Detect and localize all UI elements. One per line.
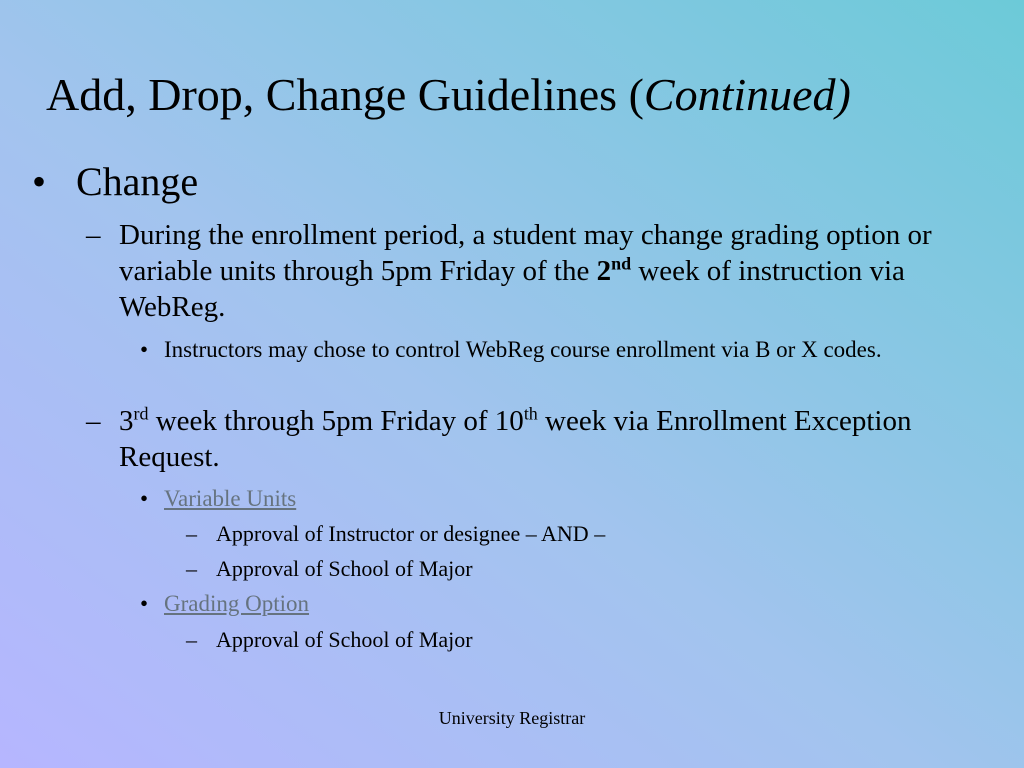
dash2-suffix1: rd	[133, 403, 149, 424]
bullet-change	[32, 158, 1002, 206]
dash-icon: –	[186, 521, 197, 546]
dash1-part1: During the enrollment period, a student may change grading option or variable units through 5pm Friday of the	[119, 219, 932, 287]
bullet-dot-icon: •	[140, 486, 149, 511]
bullet-change-label: Change	[76, 159, 199, 204]
sub-bullet-instructors-text: Instructors may chose to control WebReg course enrollment via B or X codes.	[164, 337, 882, 362]
title-main: Add, Drop, Change Guidelines (	[46, 69, 644, 120]
dash-icon: –	[86, 405, 101, 437]
dash-enrollment-period	[86, 217, 986, 325]
approval-instructor-text: Approval of Instructor or designee – AND –	[216, 521, 606, 546]
dash1-num: 2	[596, 255, 612, 287]
dash-exception-request-text	[119, 403, 986, 475]
grading-option-link[interactable]: Grading Option	[164, 591, 310, 616]
bullet-dot-icon: •	[140, 591, 149, 616]
dash-icon: –	[186, 556, 197, 581]
variable-units-link[interactable]: Variable Units	[164, 486, 297, 511]
approval-school-text-1: Approval of School of Major	[216, 556, 473, 581]
approval-instructor-item	[186, 519, 986, 549]
grading-option-wrapper	[164, 589, 990, 619]
dash-exception-request	[86, 403, 986, 475]
dash2-end: week via Enrollment Exception Request.	[119, 405, 912, 473]
slide-title	[46, 70, 851, 121]
dash2-middle: week through 5pm Friday of 10	[148, 405, 524, 437]
footer-university-registrar: University Registrar	[438, 708, 586, 728]
sub-bullet-variable-units	[140, 484, 990, 514]
dash2-num1: 3	[119, 405, 134, 437]
dash2-suffix2: th	[523, 403, 538, 424]
approval-school-item-2	[186, 625, 986, 655]
dash-icon: –	[86, 219, 101, 251]
title-italic: Continued)	[643, 69, 851, 120]
dash-enrollment-period-text	[119, 217, 986, 325]
dash1-part2: week of instruction via WebReg.	[119, 255, 905, 323]
dash1-suffix: nd	[611, 253, 632, 274]
sub-bullet-grading-option	[140, 589, 990, 619]
sub-bullet-instructors	[140, 335, 990, 365]
dash1-ordinal	[597, 255, 632, 287]
variable-units-wrapper	[164, 484, 990, 514]
approval-school-text-2: Approval of School of Major	[216, 627, 473, 652]
bullet-dot-icon: •	[32, 159, 47, 204]
approval-school-item-1	[186, 554, 986, 584]
bullet-dot-icon: •	[140, 337, 149, 362]
dash-icon: –	[186, 627, 197, 652]
